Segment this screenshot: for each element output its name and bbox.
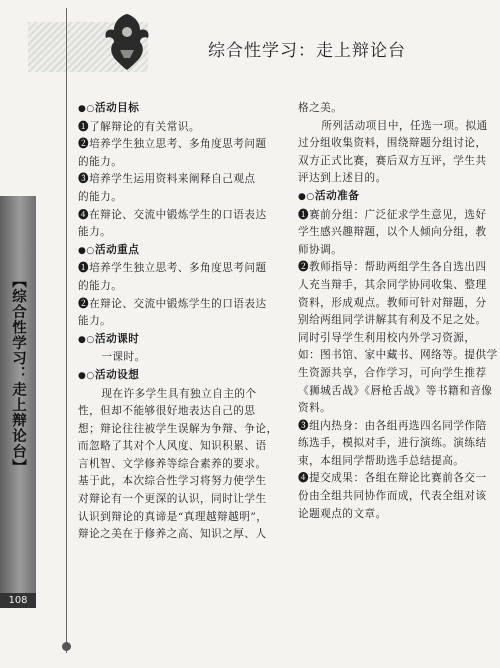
intro-line: 格之美。 (298, 102, 343, 114)
bronze-bird-emblem-icon (100, 10, 154, 72)
heading-bullet-icon: ●○ (78, 370, 95, 381)
prep-line: ❹提交成果：各组在辩论比赛前各交一 (298, 472, 487, 485)
prep-line: 《狮城舌战》《唇枪舌战》等书籍和音像 (298, 384, 493, 397)
focus-line: 能力。 (78, 315, 112, 328)
section-heading-goals: ●○活动目标 (78, 100, 276, 119)
left-column (78, 100, 276, 544)
side-tab-label: 【综合性学习：走上辩论台】 (10, 273, 26, 475)
prep-line: 生资源共享，合作学习，可向学生推荐 (298, 366, 487, 379)
focus-line: ❶培养学生独立思考、多角度思考问题 (78, 262, 267, 275)
vertical-rule (66, 8, 67, 653)
section-heading-time: ●○活动课时 (78, 331, 276, 350)
page-title: 综合性学习：走上辩论台 (208, 41, 406, 61)
goal-line: 的能力。 (78, 155, 123, 168)
design-line: 性，但却不能够很好地表达自己的思 (78, 405, 256, 418)
prep-line: 别给两组同学讲解其有利及不足之处。 (298, 314, 487, 327)
intro-line: 所列活动项目中，任选一项。拟通 (321, 119, 488, 132)
prep-line: ❶赛前分组：广泛征求学生意见，选好 (298, 208, 487, 221)
goal-line: ❶了解辩论的有关常识。 (78, 120, 201, 133)
prep-line: 学生感兴趣辩题，以个人倾向分组，教 (298, 226, 487, 239)
design-line: 言机智、文学修养等综合素养的要求。 (78, 457, 267, 470)
goal-line: 能力。 (78, 226, 112, 239)
heading-bullet-icon: ●○ (78, 104, 95, 114)
focus-line: ❷在辩论、交流中锻炼学生的口语表达 (78, 297, 267, 310)
intro-line: 双方正式比赛，赛后双方互评，学生共 (298, 154, 487, 167)
prep-line: 练选手，模拟对手，进行演练。演练结 (298, 437, 487, 450)
goal-line: ❹在辩论、交流中锻炼学生的口语表达 (78, 208, 267, 221)
right-column (298, 100, 498, 523)
design-line: 而忽略了其对个人风度、知识积累、语 (78, 440, 267, 453)
design-line: 基于此，本次综合性学习将努力使学生 (78, 475, 267, 488)
section-heading-focus: ●○活动重点 (78, 242, 276, 261)
prep-line: 资料。 (298, 402, 332, 415)
section-heading-prep: ●○活动准备 (298, 188, 476, 207)
heading-bullet-icon: ●○ (298, 191, 315, 202)
prep-line: 论题观点的文章。 (298, 507, 387, 520)
goal-line: ❸培养学生运用资料来阐释自己观点 (78, 173, 256, 186)
prep-line: 资料，形成观点。教师可针对辩题，分 (298, 296, 487, 309)
heading-bullet-icon: ●○ (78, 245, 95, 256)
rule-end-dot (62, 642, 71, 651)
prep-line: 人充当辩手，其余同学协同收集、整理 (298, 278, 487, 291)
prep-line: ❸组内热身：由各组再选四名同学作陪 (298, 419, 487, 432)
intro-line: 过分组收集资料，围绕辩题分组讨论， (298, 137, 487, 150)
design-line: 对辩论有一个更深的认识，同时让学生 (78, 493, 267, 506)
prep-line: 如：图书馆、家中藏书、网络等。提供学 (298, 349, 498, 362)
prep-line: ❷教师指导：帮助两组学生各自选出四 (298, 261, 487, 274)
prep-line: 束，本组同学帮助选手总结提高。 (298, 454, 465, 467)
page-number: 108 (0, 593, 36, 608)
goal-line: ❷培养学生独立思考、多角度思考问题 (78, 138, 267, 151)
design-line: 想；辩论往往被学生误解为争辩、争论， (78, 422, 278, 435)
section-heading-design: ●○活动设想 (78, 367, 276, 386)
design-line: 认识到辩论的真谛是“真理越辩越明”， (78, 510, 268, 523)
prep-line: 师协调。 (298, 243, 343, 256)
prep-line: 同时引导学生利用校内外学习资源， (298, 331, 476, 344)
prep-line: 份由全组共同协作而成，代表全组对该 (298, 490, 487, 503)
intro-line: 评达到上述目的。 (298, 172, 387, 185)
time-value: 一课时。 (101, 351, 146, 364)
design-line: 辩论之美在于修养之高、知识之厚、人 (78, 528, 267, 541)
focus-line: 的能力。 (78, 279, 123, 292)
design-line: 现在许多学生具有独立自主的个 (101, 387, 257, 400)
goal-line: 的能力。 (78, 190, 123, 203)
heading-bullet-icon: ●○ (78, 334, 95, 345)
